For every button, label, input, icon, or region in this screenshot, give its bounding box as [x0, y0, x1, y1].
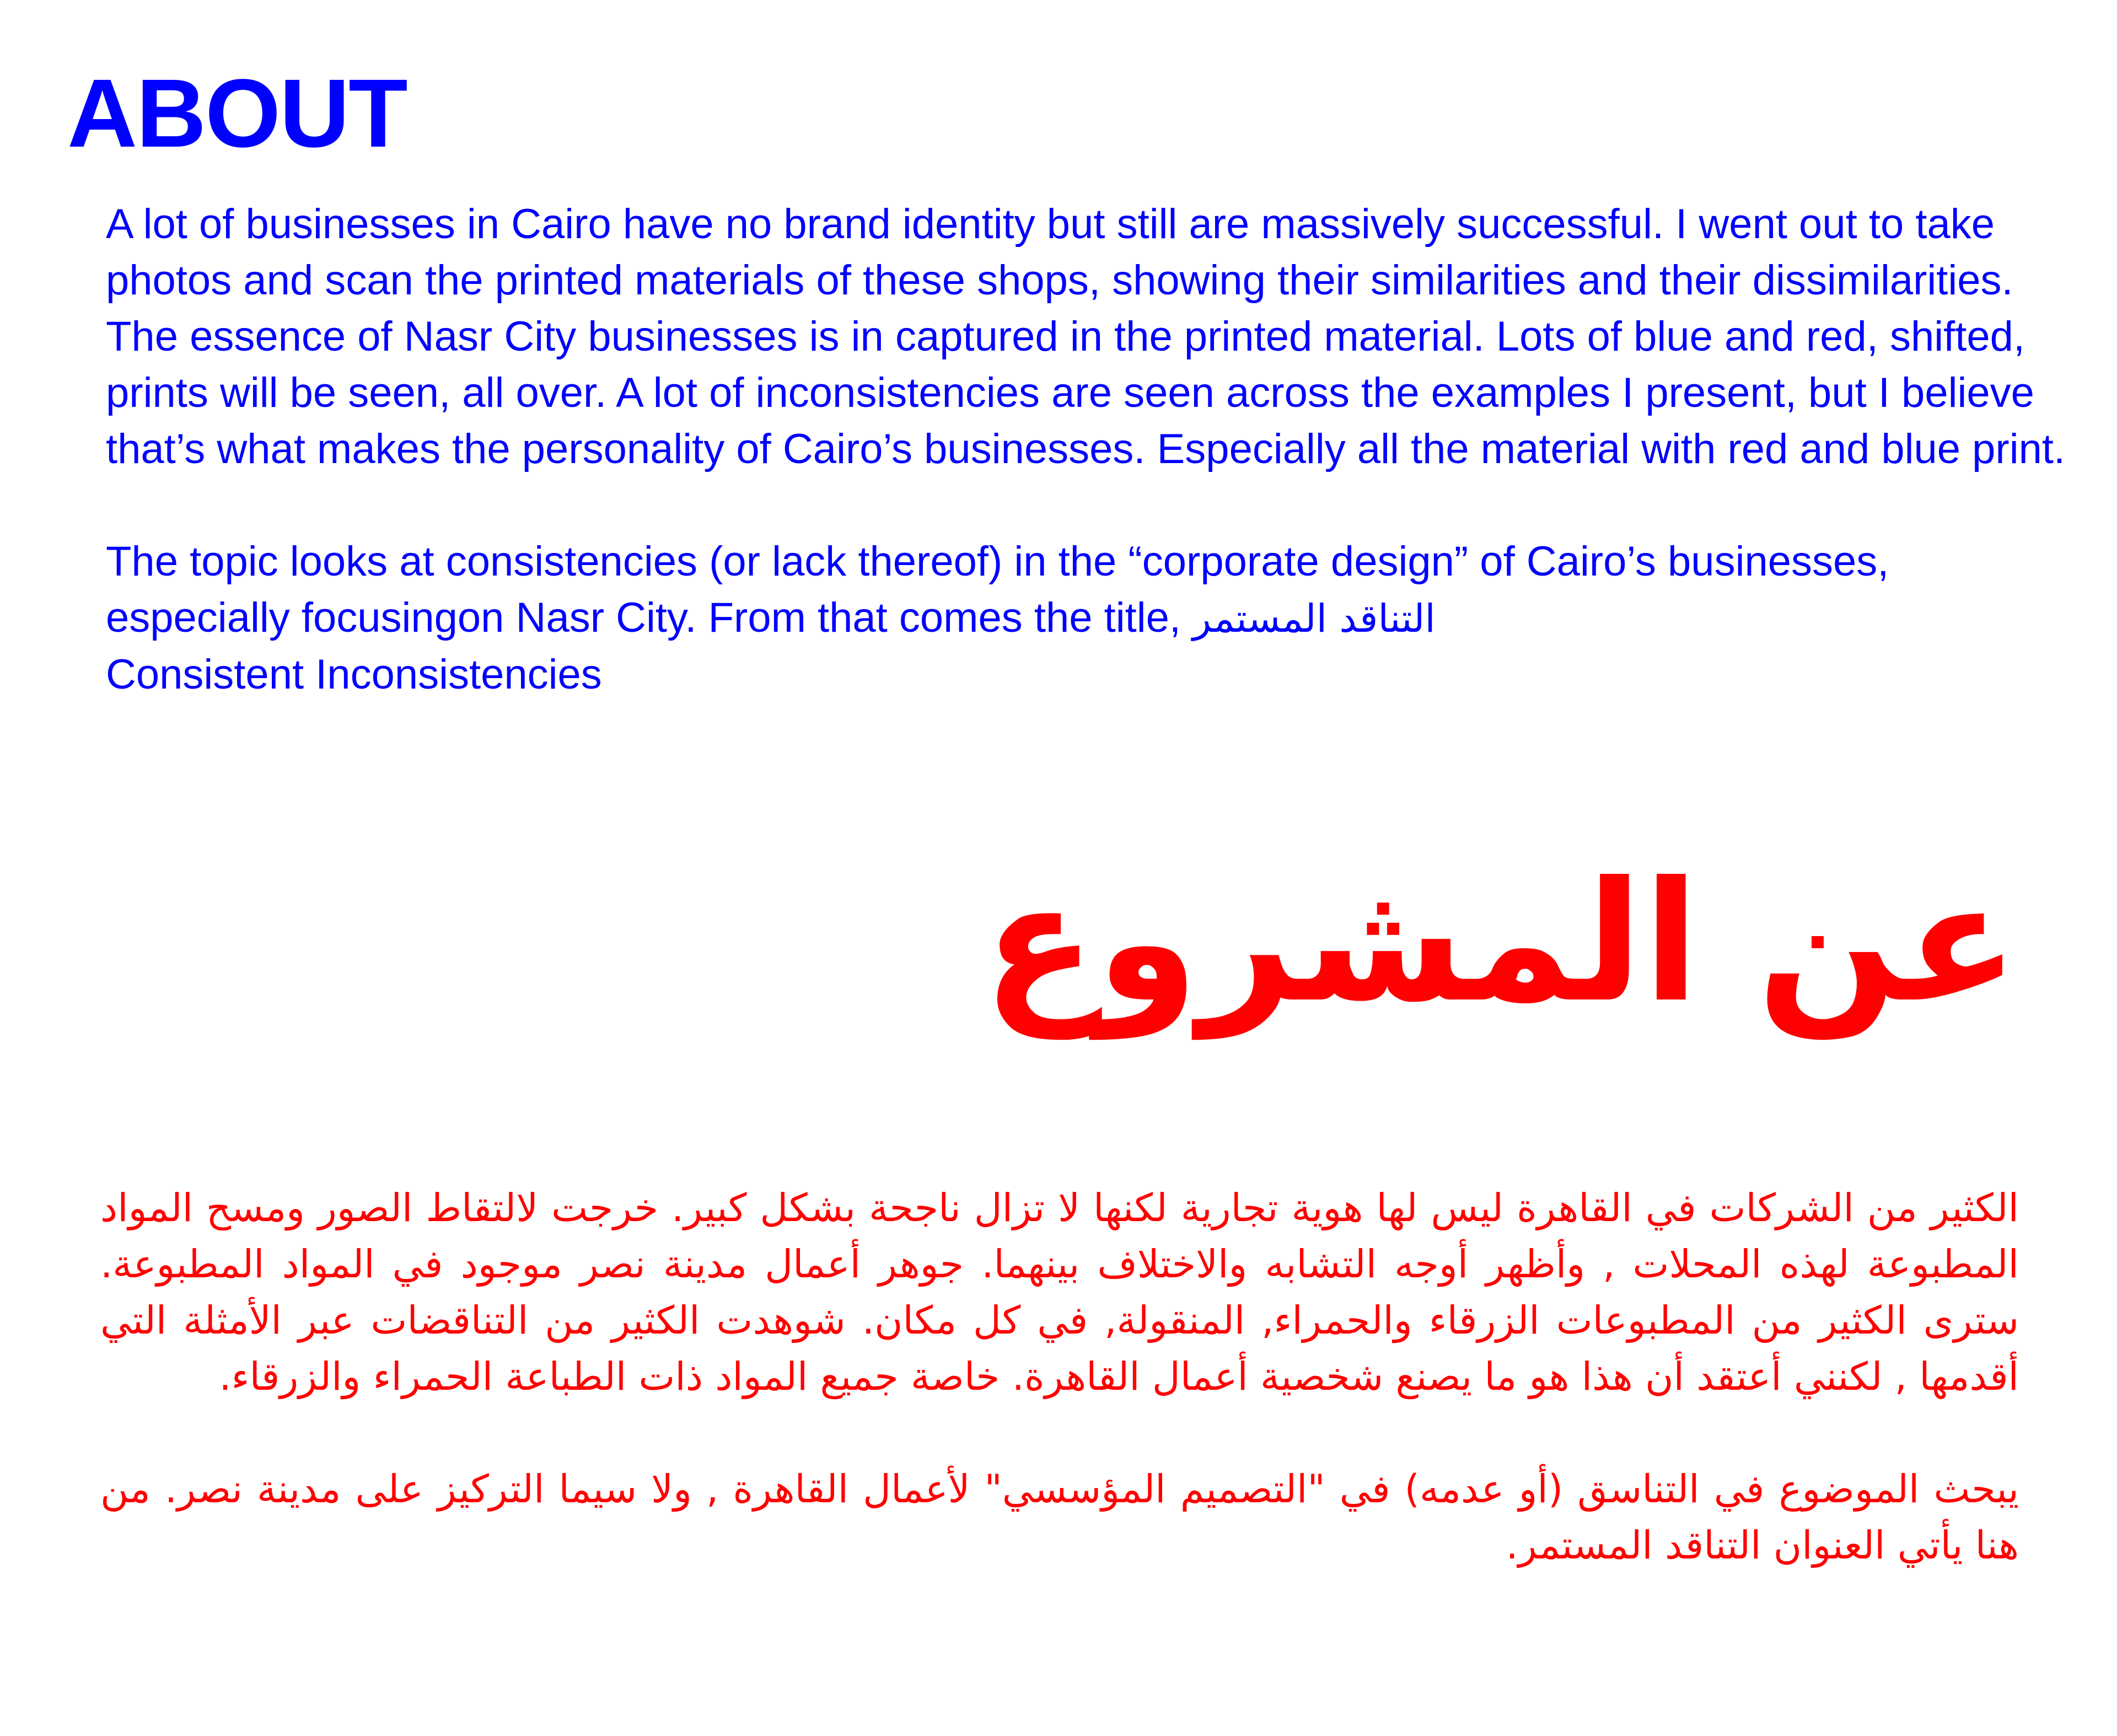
arabic-paragraph-1: الكثير من الشركات في القاهرة ليس لها هوية تجارية لكنها لا تزال ناجحة بشكل كبير. خرجت لالتقاط الصور ومسح المواد المطبوعة لهذه المحلات , وأظهر أوجه التشابه والاختلاف بينهما. جوهر أعمال مدينة نصر موجود في المواد المطبوعة. سترى الكثير من المطبوعات الزرقاء والحمراء, المنقولة, في كل مكان. شوهدت الكثير من التناقضات عبر الأمثلة التي أقدمها , لكنني أعتقد أن هذا هو ما يصنع شخصية أعمال القاهرة. خاصة جميع المواد ذات الطباعة الحمراء والزرقاء.: [100, 1185, 2019, 1399]
arabic-paragraph-2: يبحث الموضوع في التناسق (أو عدمه) في "التصميم المؤسسي" لأعمال القاهرة , ولا سيما التركيز على مدينة نصر. من هنا يأتي العنوان التناقد المستمر.: [100, 1466, 2019, 1568]
about-paragraph-1: A lot of businesses in Cairo have no brand identity but still are massively successful. I went out to take photos and scan the printed materials of these shops, showing their similarities and their dissimilarities. The essence of Nasr City businesses is in captured in the printed material. Lots of blue and red, shifted, prints will be seen, all over. A lot of inconsistencies are seen across the examples I present, but I believe that’s what makes the personality of Cairo’s businesses. Especially all the material with red and blue print.: [106, 201, 2066, 472]
about-paragraph-2: [106, 534, 2068, 703]
about-english-body: [106, 196, 2068, 703]
arabic-body: [100, 1180, 2019, 1573]
about-arabic-project-title: التناقد المستمر: [1192, 596, 1436, 641]
arabic-about-heading: عن المشروع: [982, 846, 2019, 1039]
about-heading: ABOUT: [67, 60, 407, 168]
about-english-project-title: Consistent Inconsistencies: [106, 651, 602, 698]
about-paragraph-2-text: The topic looks at consistencies (or lack thereof) in the “corporate design” of Cairo’s businesses, especially focusingon Nasr City. From that comes the title,: [106, 538, 1889, 641]
